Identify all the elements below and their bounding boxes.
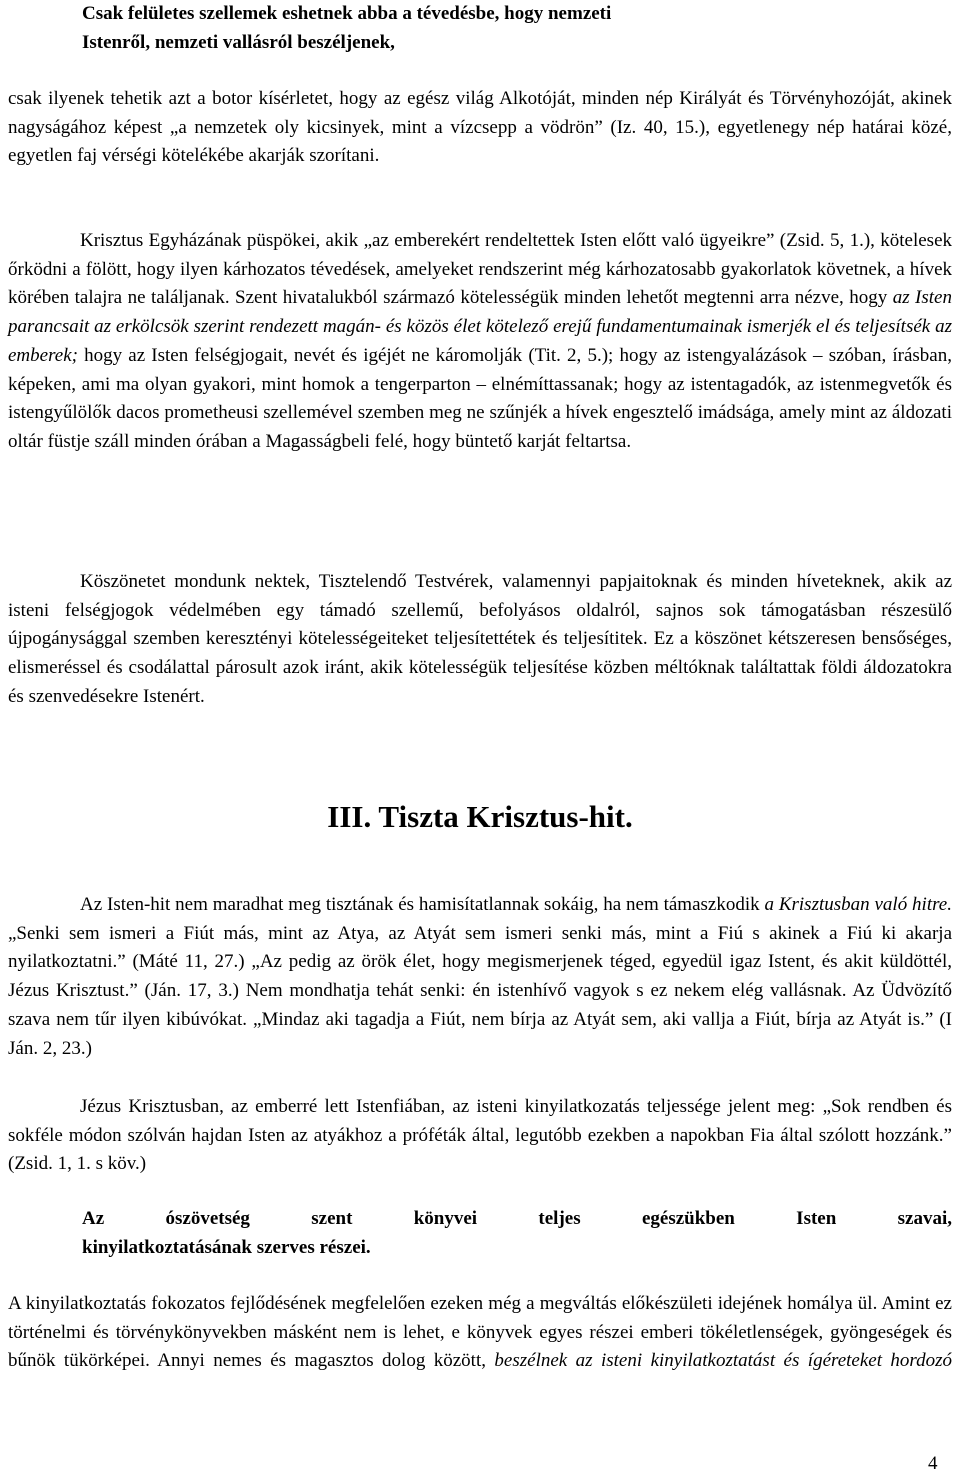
paragraph-2 [8,227,952,457]
intro-heading [8,0,952,57]
paragraph-4-text-c: „Senki sem ismeri a Fiút más, mint az Atya, az Atyát sem ismeri senki más, mint a Fiú s akinek a Fiú ki akarja nyilatkoztatni.” (Máté 11, 27.) „Az pedig az örök élet, hogy megismerjenek téged, egyedül igaz Istent, és akit küldöttél, Jézus Krisztust.” (Ján. 17, 3.) Nem mondhatja tehát senki: én istenhívő vagyok s ez nekem elég vallásnak. Az Üdvözítő szava nem tűr ilyen kibúvókat. „Mindaz aki tagadja a Fiút, nem bírja az Atyát sem, aki vallja a Fiút, bírja az Atyát is.” (I Ján. 2, 23.) [8,922,952,1059]
page-number: 4 [928,1453,938,1474]
paragraph-4-italic: a Krisztusban való hitre. [764,894,952,915]
sub-heading [8,1205,952,1262]
section-title: III. Tiszta Krisztus-hit. [327,799,633,834]
paragraph-5: Jézus Krisztusban, az emberré lett Istenfiában, az isteni kinyilatkozatás teljessége jelent meg: „Sok rendben és sokféle módon szólván hajdan Isten az atyákhoz a próféták által, legutóbb ezekben a napokban Fia által szólott hozzánk.” (Zsid. 1, 1. s köv.) [8,1096,952,1175]
paragraph-6-italic: beszélnek az isteni kinyilatkoztatást és ígéreteket hordozó [494,1350,952,1372]
sub-heading-line-1 [8,1205,952,1234]
paragraph-2-text-c: hogy az Isten felségjogait, nevét és igéjét ne káromolják (Tit. 2, 5.); hogy az istengyalázások – szóban, írásban, képeken, ami ma olyan gyakori, mint homok a tengerparton – elnémíttassanak; hogy az istentagadók, az istenmegvetők és istengyűlölők dacos prometheusi szellemével szemben meg ne szűnjék a hívek engesztelő imádsága, amely mint az áldozati oltár füstje száll minden órában a Magasságbeli felé, hogy büntető karját feltartsa. [8,344,952,452]
paragraph-2-italic: az Isten parancsait az erkölcsök szerint rendezett magán- és közös élet kötelező erejű fundamentumainak ismerjék el és teljesítsék az emberek; [8,287,952,366]
paragraph-3: Köszönetet mondunk nektek, Tisztelendő Testvérek, valamennyi papjaitoknak és minden híveteknek, akik az isteni felségjogok védelmében egy támadó szellemű, befolyásos oldalról, sajnos sok támogatásban részesülő újpogánysággal szemben keresztényi kötelességeiteket teljesítettétek és teljesítitek. Ez a köszönet kétszeresen bensőséges, elismeréssel és csodálattal párosult azok iránt, akik kötelességük teljesítése közben méltóknak találtattak földi áldozatokra és szenvedésekre Istenért. [8,571,952,707]
intro-heading-line-1: Csak felületes szellemek eshetnek abba a tévedésbe, hogy nemzeti [82,3,612,24]
sub-heading-line-1-text: Az ószövetség szent könyvei teljes egészükben Isten szavai, [82,1208,952,1229]
sub-heading-line-2: kinyilatkoztatásának szerves részei. [82,1236,371,1258]
paragraph-6 [8,1290,952,1376]
paragraph-4 [8,891,952,1063]
intro-heading-line-2: Istenről, nemzeti vallásról beszéljenek, [82,31,395,53]
paragraph-2-text-a: Krisztus Egyházának püspökei, akik „az emberekért rendeltettek Isten előtt való ügyeikre” (Zsid. 5, 1.), kötelesek őrködni a fölött, hogy ilyen kárhozatos tévedések, amelyeket rendszerint még kárhozatosabb gyakorlatok követnek, a hívek körében talajra ne találjanak. Szent hivatalukból származó kötelességük minden lehetőt megtenni arra nézve, hogy [8,230,952,309]
paragraph-1: csak ilyenek tehetik azt a botor kísérletet, hogy az egész világ Alkotóját, minden nép Királyát és Törvényhozóját, akinek nagyságához képest „a nemzetek oly kicsinyek, mint a vízcsepp a vödrön” (Iz. 40, 15.), egyetlenegy nép határai közé, egyetlen faj vérségi kötelékébe akarják szorítani. [8,88,952,167]
paragraph-4-text-a: Az Isten-hit nem maradhat meg tisztának és hamisítatlannak sokáig, ha nem támaszkodik [80,894,765,915]
paragraph-6-text-a: A kinyilatkoztatás fokozatos fejlődésének megfelelően ezeken még a megváltás előkészületi idejének homálya ül. Amint ez történelmi és törvénykönyvekben másként nem is lehet, e könyvek egyes részei emberi tökéletlenségek, gyöngeségek és bűnök tükörképei. Annyi nemes és magasztos dolog között, [8,1293,952,1372]
